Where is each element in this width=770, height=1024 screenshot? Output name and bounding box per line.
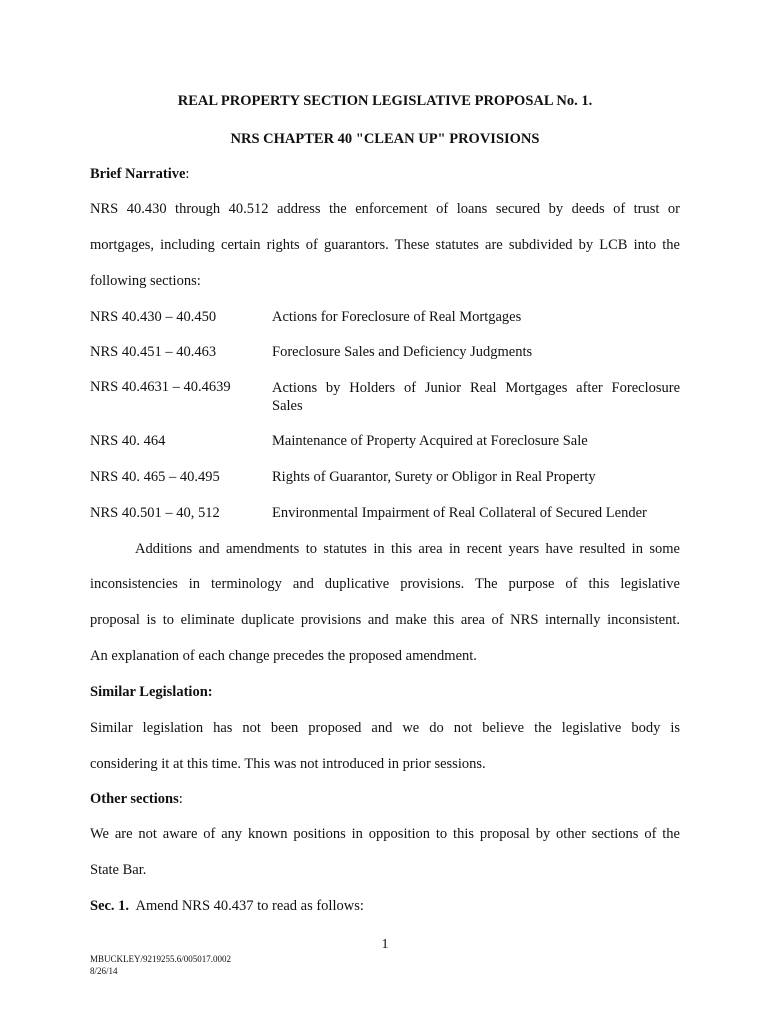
other-sections-line-1: We are not aware of any known positions in opposition to this proposal by other sections of the bbox=[90, 826, 680, 842]
additions-line-4: An explanation of each change precedes the proposed amendment. bbox=[90, 648, 477, 664]
document-subtitle: NRS CHAPTER 40 "CLEAN UP" PROVISIONS bbox=[230, 131, 540, 147]
additions-line-3: proposal is to eliminate duplicate provisions and make this area of NRS internally inconsistent. bbox=[90, 612, 680, 628]
other-sections-line-2: State Bar. bbox=[90, 862, 147, 878]
section-code-5: NRS 40. 465 – 40.495 bbox=[90, 469, 220, 485]
footer-date: 8/26/14 bbox=[90, 966, 118, 976]
section-desc-3-line-1: Actions by Holders of Junior Real Mortgages after Foreclosure bbox=[272, 380, 680, 396]
sec-1-label: Sec. 1. bbox=[90, 898, 130, 914]
similar-legislation-line-2: considering it at this time. This was not introduced in prior sessions. bbox=[90, 756, 486, 772]
footer-doc-id: MBUCKLEY/9219255.6/005017.0002 bbox=[90, 954, 232, 964]
other-sections-heading bbox=[90, 791, 680, 808]
section-code-2: NRS 40.451 – 40.463 bbox=[90, 344, 217, 360]
section-desc-3-line-2: Sales bbox=[272, 398, 303, 414]
section-code-6: NRS 40.501 – 40, 512 bbox=[90, 505, 220, 521]
section-code-3: NRS 40.4631 – 40.4639 bbox=[90, 379, 231, 395]
document-title: REAL PROPERTY SECTION LEGISLATIVE PROPOSAL No. 1. bbox=[177, 93, 593, 109]
additions-line-2: inconsistencies in terminology and duplicative provisions. The purpose of this legislative bbox=[90, 576, 680, 592]
section-desc-6: Environmental Impairment of Real Collateral of Secured Lender bbox=[272, 505, 647, 521]
sec-1-line bbox=[90, 898, 680, 915]
page-number: 1 bbox=[381, 937, 389, 952]
brief-narrative-heading bbox=[90, 166, 680, 183]
section-desc-4: Maintenance of Property Acquired at Foreclosure Sale bbox=[272, 433, 588, 449]
brief-narrative-heading-colon: : bbox=[185, 166, 190, 182]
section-code-4: NRS 40. 464 bbox=[90, 433, 166, 449]
section-code-1: NRS 40.430 – 40.450 bbox=[90, 309, 217, 325]
section-desc-5: Rights of Guarantor, Surety or Obligor in Real Property bbox=[272, 469, 596, 485]
similar-legislation-heading: Similar Legislation: bbox=[90, 684, 213, 700]
other-sections-heading-text: Other sections bbox=[90, 791, 179, 807]
section-desc-3 bbox=[272, 379, 680, 415]
sec-1-text: Amend NRS 40.437 to read as follows: bbox=[129, 898, 364, 914]
section-desc-2: Foreclosure Sales and Deficiency Judgments bbox=[272, 344, 533, 360]
other-sections-heading-colon: : bbox=[178, 791, 183, 807]
brief-narrative-heading-text: Brief Narrative bbox=[90, 166, 186, 182]
similar-legislation-line-1: Similar legislation has not been proposed and we do not believe the legislative body is bbox=[90, 720, 680, 736]
section-desc-1: Actions for Foreclosure of Real Mortgages bbox=[272, 309, 522, 325]
additions-line-1: Additions and amendments to statutes in this area in recent years have resulted in some bbox=[135, 541, 680, 557]
brief-narrative-line-3: following sections: bbox=[90, 273, 201, 289]
brief-narrative-line-1: NRS 40.430 through 40.512 address the enforcement of loans secured by deeds of trust or bbox=[90, 201, 680, 217]
brief-narrative-line-2: mortgages, including certain rights of guarantors. These statutes are subdivided by LCB into the bbox=[90, 237, 680, 253]
